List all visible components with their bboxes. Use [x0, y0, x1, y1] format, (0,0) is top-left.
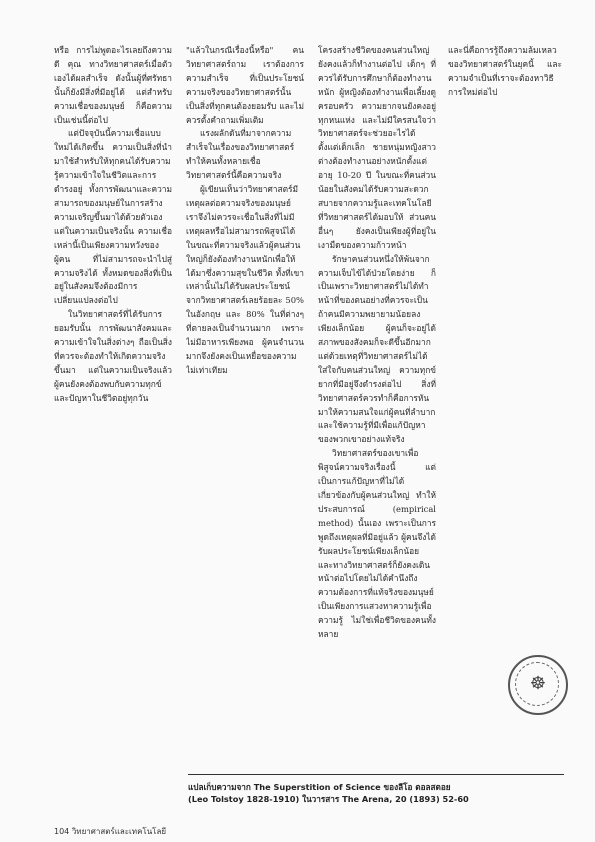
paragraph: แรงผลักดันที่มาจากความสำเร็จในเรื่องของวิทยาศาสตร์ทำให้คนทั้งหลายเชื่อ วิทยาศาสตร์นี้คือความจริง — [186, 128, 295, 181]
paragraph: และนี่คือการรู้ถึงความล้มเหลวของวิทยาศาสตร์ในยุคนี้ และความจำเป็นที่เราจะต้องหาวิธีการใหม่ต่อไป — [448, 45, 562, 97]
source-note-line-2: (Leo Tolstoy 1828-1910) ในวารสาร The Arena, 20 (1893) 52-60 — [188, 794, 469, 804]
paragraph: โครงสร้างชีวิตของคนส่วนใหญ่ยังคงแล้วก็ทำงานต่อไป เด็กๆ ที่ควรได้รับการศึกษาก็ต้องทำงานหนัก ผู้หญิงต้องทำงานเพื่อเลี้ยงดูครอบครัว ความยากจนยังคงอยู่ทุกหนแห่ง และไม่มีใครสนใจว่าวิทยาศาสตร์จะช่วยอะไรได้ ตั้งแต่เด็กเล็ก ชายหนุ่มหญิงสาว ต่างต้องทำงานอย่างหนักตั้งแต่อายุ 10-20 ปี ในขณะที่คนส่วนน้อยในสังคมได้รับความสะดวกสบายจากความรู้และเทคโนโลยีที่วิทยาศาสตร์ได้มอบให้ ส่วนคนอื่นๆ ยังคงเป็นเพียงผู้ที่อยู่ในเงามืดของความก้าวหน้า — [318, 45, 436, 250]
paragraph: แต่ปัจจุบันนี้ความเชื่อแบบใหม่ได้เกิดขึ้น ความเป็นสิ่งที่นำมาใช้สำหรับให้ทุกคนได้รับความรู้ความเข้าใจในชีวิตและการดำรงอยู่ ทั้งการพัฒนาและความสามารถของมนุษย์ในการสร้างความเจริญขึ้นมาได้ด้วยตัวเองแต่ในความเป็นจริงนั้น ความเชื่อเหล่านี้เป็นเพียงความหวังของผู้คน ที่ไม่สามารถจะนำไปสู่ความจริงได้ ทั้งหมดของสิ่งที่เป็นอยู่ในสังคมจึงต้องมีการเปลี่ยนแปลงต่อไป — [54, 128, 172, 306]
paragraph: ในวิทยาศาสตร์ที่ได้รับการยอมรับนั้น การพัฒนาสังคมและความเข้าใจในสิ่งต่างๆ ถือเป็นสิ่งที่ควรจะต้องทำให้เกิดความจริงขึ้นมา แต่ในความเป็นจริงแล้วผู้คนยังคงต้องพบกับความทุกข์และปัญหาในชีวิตอยู่ทุกวัน — [54, 309, 172, 403]
paragraph: ผู้เขียนเห็นว่าวิทยาศาสตร์มีเหตุผลต่อความจริงของมนุษย์ เราจึงไม่ควรจะเชื่อในสิ่งที่ไม่มีเหตุผลหรือไม่สามารถพิสูจน์ได้ ในขณะที่ความจริงแล้วผู้คนส่วนใหญ่ก็ยังต้องทำงานหนักเพื่อให้ได้มาซึ่งความสุขในชีวิต ทั้งที่เขาเหล่านั้นไม่ได้รับผลประโยชน์จากวิทยาศาสตร์เลยร้อยละ 50% ในอังกฤษ และ 80% ในที่ต่างๆ ที่ตายลงเป็นจำนวนมาก เพราะไม่มีอาหารเพียงพอ ผู้คนจำนวนมากจึงยังคงเป็นเหยื่อของความไม่เท่าเทียม — [186, 184, 304, 375]
text-column-1 — [54, 44, 172, 786]
source-note-line-1: แปลเก็บความจาก The Superstition of Science ของลีโอ ตอลสตอย — [188, 782, 451, 792]
end-seal-icon: ☸ — [508, 655, 568, 715]
text-column-4 — [448, 44, 562, 654]
footnote-rule — [188, 774, 564, 775]
page-folio: 104 วิทยาศาสตร์และเทคโนโลยี — [54, 827, 167, 836]
paragraph: "แล้วในกรณีเรื่องนี้หรือ" คน วิทยาศาสตร์ถาม เราต้องการความสำเร็จ ที่เป็นประโยชน์ ความจริงของวิทยาศาสตร์นั้นเป็นสิ่งที่ทุกคนต้องยอมรับ และไม่ควรตั้งคำถามเพิ่มเติม — [186, 45, 304, 125]
paragraph: วิทยาศาสตร์ของเขาเพื่อพิสูจน์ความจริงเรื่องนี้ แต่เป็นการแก้ปัญหาที่ไม่ได้เกี่ยวข้องกับผู้คนส่วนใหญ่ ทำให้ประสบการณ์ (empirical method) นั้นเอง เพราะเป็นการพูดถึงเหตุผลที่มีอยู่แล้ว ผู้คนจึงได้รับผลประโยชน์เพียงเล็กน้อย และทางวิทยาศาสตร์ก็ยังคงเดินหน้าต่อไปโดยไม่ได้คำนึงถึงความต้องการที่แท้จริงของมนุษย์ เป็นเพียงการแสวงหาความรู้เพื่อความรู้ ไม่ใช่เพื่อชีวิตของคนทั้งหลาย — [318, 448, 436, 640]
text-column-3 — [318, 44, 436, 744]
paragraph: รักษาคนส่วนหนึ่งให้พ้นจากความเจ็บไข้ได้ป่วยโดยง่าย ก็เป็นเพราะวิทยาศาสตร์ไม่ได้ทำหน้าที่ของตนอย่างที่ควรจะเป็น ถ้าคนมีความพยายามน้อยลงเพียงเล็กน้อย ผู้คนก็จะอยู่ได้ สภาพของสังคมก็จะดีขึ้นอีกมาก แต่ด้วยเหตุที่วิทยาศาสตร์ไม่ได้ใส่ใจกับคนส่วนใหญ่ ความทุกข์ยากที่มีอยู่จึงดำรงต่อไป สิ่งที่วิทยาศาสตร์ควรทำก็คือการหันมาให้ความสนใจแก่ผู้คนที่ลำบาก และใช้ความรู้ที่มีเพื่อแก้ปัญหาของพวกเขาอย่างแท้จริง — [318, 253, 436, 445]
text-column-2 — [186, 44, 304, 786]
source-note — [188, 781, 568, 805]
paragraph: หรือ การไม่พูดอะไรเลยถึงความดี คุณ ทางวิทยาศาสตร์เมื่อตัวเองได้ผลสำเร็จ ดังนั้นผู้ที่ศรัทธานั้นก็ยังมีสิ่งที่มีอยู่ได้ แต่สำหรับความเชื่อของมนุษย์ ก็คือความเป็นเช่นนี้ต่อไป — [54, 45, 172, 125]
